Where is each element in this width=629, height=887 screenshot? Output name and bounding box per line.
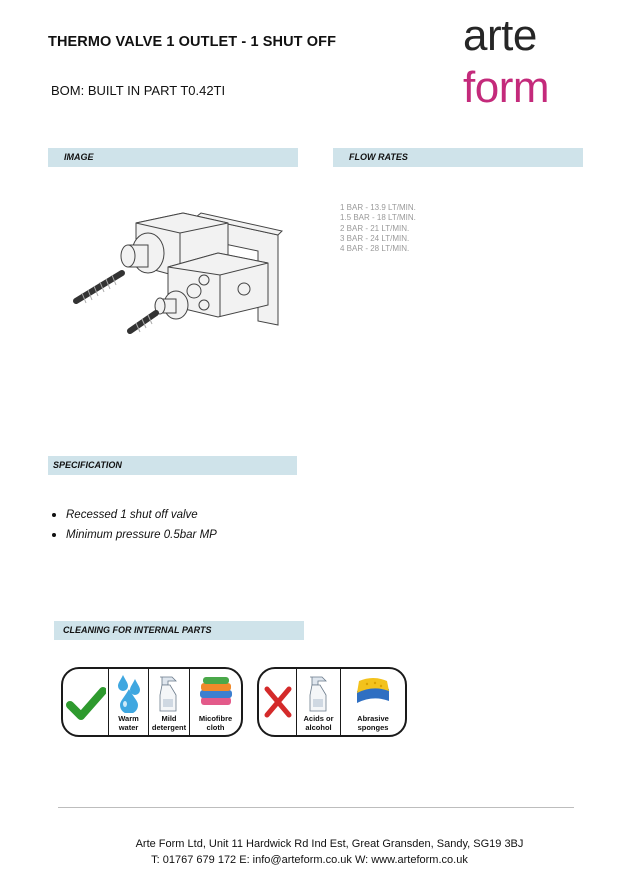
allowed-cell-microfibre [190,669,241,735]
cloths-icon [197,675,235,709]
acids-alcohol-label: Acids or alcohol [303,714,334,732]
section-bar-cleaning: CLEANING FOR INTERNAL PARTS [54,621,304,640]
cross-icon [263,685,293,719]
cleaning-allowed-panel [61,667,243,737]
logo-form-text: form [463,63,549,112]
valve-product-image [68,205,288,340]
cleaning-forbidden-panel [257,667,407,737]
flow-rate-item: 1.5 BAR - 18 LT/MIN. [340,213,416,223]
spec-item [52,505,217,525]
spec-item-text: Recessed 1 shut off valve [66,509,198,521]
spec-item-text: Minimum pressure 0.5bar MP [66,529,217,541]
abrasive-sponges-label: Abrasive sponges [357,714,389,732]
bullet-icon [52,513,56,517]
logo-arte-text: arte [463,11,537,60]
flow-rates-list [340,203,416,254]
warm-water-label: Warm water [118,714,139,732]
bullet-icon [52,533,56,537]
specification-list [52,505,217,545]
flow-rate-item: 1 BAR - 13.9 LT/MIN. [340,203,416,212]
flow-rate-item: 3 BAR - 24 LT/MIN. [340,233,410,243]
allowed-cell-mild-detergent [149,669,190,735]
mild-detergent-label: Mild detergent [151,714,187,732]
allowed-cell [63,669,109,735]
spec-item [52,525,217,545]
arteform-logo [463,11,593,114]
allowed-cell-warm-water [109,669,149,735]
water-drops-icon [114,673,144,713]
forbidden-cell-acids [297,669,341,735]
forbidden-cell-abrasive [341,669,405,735]
footer-address: Arte Form Ltd, Unit 11 Hardwick Rd Ind Est, Great Gransden, Sandy, SG19 3BJ [135,838,524,850]
sponge-icon [353,675,393,709]
section-bar-flow-rates: FLOW RATES [333,148,583,167]
flow-rate-item: 2 BAR - 21 LT/MIN. [340,223,410,233]
spray-bottle-icon [156,673,182,713]
bom-reference: BOM: BUILT IN PART T0.42TI [51,83,226,98]
flow-rate-item: 4 BAR - 28 LT/MIN. [340,244,410,254]
footer-contact: T: 01767 679 172 E: info@arteform.co.uk W: www.arteform.co.uk [151,854,468,866]
footer-divider [58,807,574,808]
section-bar-image: IMAGE [48,148,298,167]
section-bar-specification: SPECIFICATION [48,456,297,475]
check-icon [66,683,106,723]
forbidden-cell [259,669,297,735]
company-footer [0,836,629,868]
product-title: THERMO VALVE 1 OUTLET - 1 SHUT OFF [48,34,337,50]
spray-bottle-icon [306,673,332,713]
microfibre-label: Micofibre cloth [198,714,233,732]
